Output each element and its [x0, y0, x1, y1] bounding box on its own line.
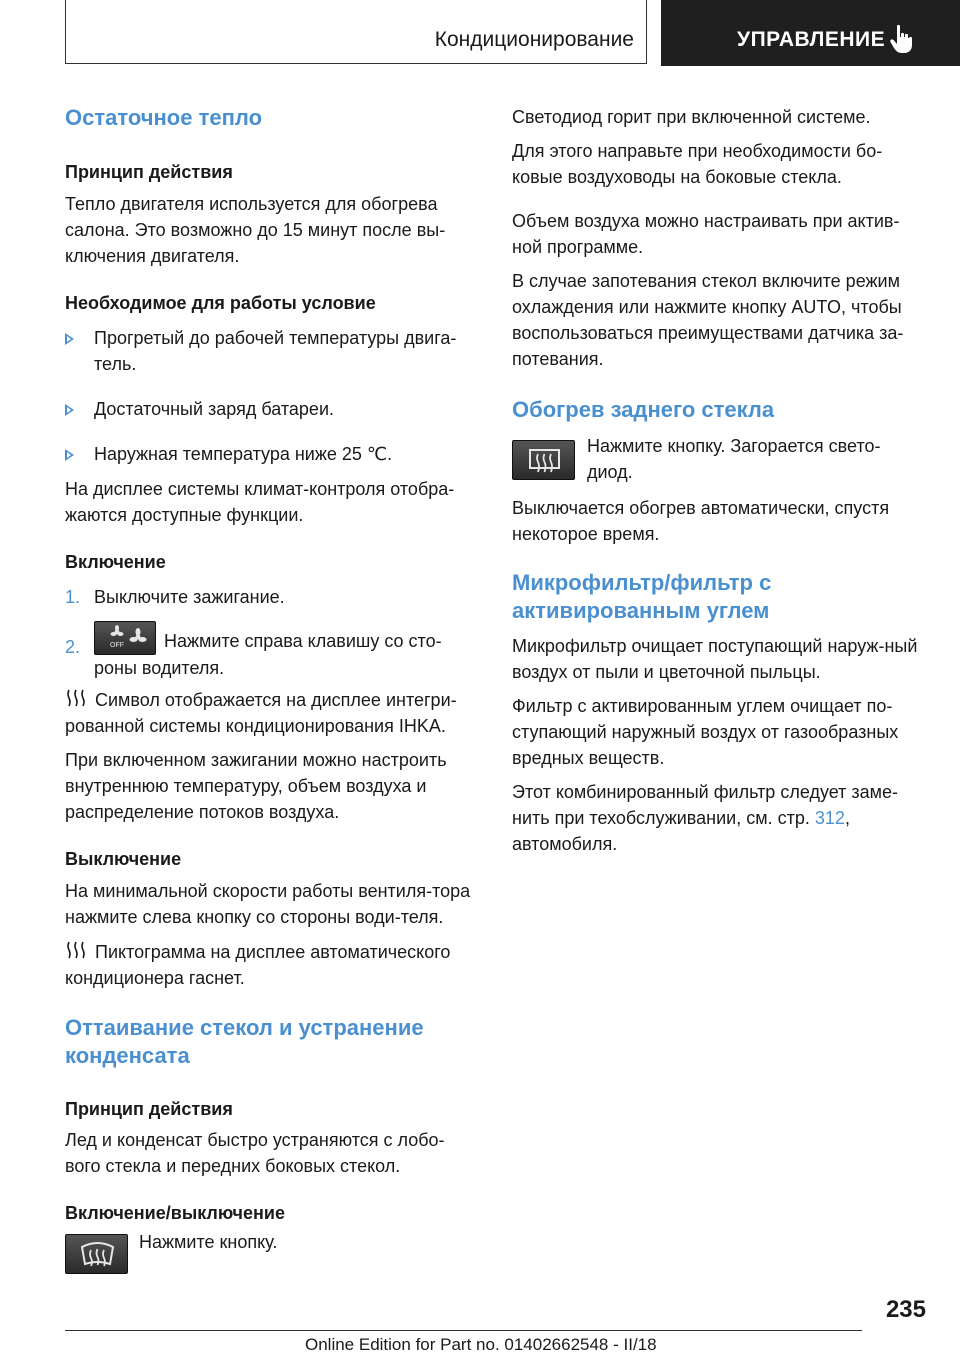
step-number: 1. [65, 587, 81, 607]
list-item [65, 396, 477, 422]
heading-defrost: Оттаивание стекол и устранение конденсата [65, 1015, 424, 1069]
heading-conditions: Необходимое для работы условие [65, 293, 376, 313]
bullet-marker [65, 333, 74, 345]
step-item [65, 584, 477, 610]
led-text: Светодиод горит при включенной системе. [512, 107, 871, 127]
press-button-text: Нажмите кнопку. [139, 1232, 278, 1253]
edition-text: Online Edition for Part no. 01402662548 - II/18 [305, 1335, 657, 1354]
residual-text: Тепло двигателя используется для обогрева салона. Это возможно до 15 минут после вы-ключения двигателя. [65, 194, 446, 266]
symbol-text-content: Символ отображается на дисплее интегри-рованной системы кондиционирования IHKA. [65, 690, 457, 737]
section-title: Кондиционирование [434, 28, 634, 51]
page-number: 235 [885, 1296, 926, 1323]
footer-divider [65, 1330, 862, 1331]
heading-residual-heat: Остаточное тепло [65, 105, 263, 130]
left-column [65, 100, 477, 1271]
heading-principle: Принцип действия [65, 162, 233, 182]
list-item [65, 441, 477, 467]
svg-text:OFF: OFF [110, 642, 124, 650]
replace-text-comma: , [844, 808, 850, 828]
heading-microfilter: Микрофильтр/фильтр с активированным углем [512, 570, 772, 623]
section-tab [65, 0, 647, 64]
heading-principle: Принцип действия [65, 1099, 233, 1120]
step-item [65, 628, 477, 681]
replace-text-start: Этот комбинированный фильтр следует заме-нить при техобслуживании, см. стр. [512, 782, 899, 828]
replace-text-end: автомобиля. [512, 834, 618, 854]
heading-on: Включение [65, 552, 166, 572]
heat-waves-icon [65, 689, 89, 707]
page-link[interactable]: 312 [814, 808, 845, 828]
heading-off: Выключение [65, 849, 182, 870]
rear-defrost-button-icon [512, 440, 575, 480]
defrost-text: Лед и конденсат быстро устраняются с лобо-вого стекла и передних боковых стекол. [65, 1130, 445, 1177]
bullet-marker [65, 449, 74, 461]
right-column [512, 100, 926, 857]
rear-press-text: Нажмите кнопку. Загорается свето-диод. [587, 436, 881, 482]
page-header [0, 0, 960, 66]
ignition-text: При включенном зажигании можно настроить внутреннюю температуру, объем воздуха и распределение потоков воздуха. [65, 750, 447, 823]
pointing-hand-icon [890, 24, 914, 54]
direct-text: Для этого направьте при необходимости бо-ковые воздуховоды на боковые стекла. [512, 141, 883, 187]
bullet-marker [65, 404, 74, 416]
chapter-tab [661, 0, 960, 66]
fan-off-button-icon [94, 621, 156, 655]
front-defrost-row [65, 1229, 477, 1271]
off-text: На минимальной скорости работы вентиля-тора нажмите слева кнопку со стороны води-теля. [65, 881, 471, 928]
volume-text: Объем воздуха можно настраивать при актив-ной программе. [512, 211, 900, 257]
list-item [65, 325, 477, 377]
pictogram-text [65, 939, 477, 991]
replace-text [512, 779, 926, 857]
heading-rear-window: Обогрев заднего стекла [512, 397, 775, 422]
step-number: 2. [65, 637, 81, 657]
heat-waves-icon [65, 941, 89, 959]
rear-defrost-row [512, 433, 926, 489]
heading-onoff: Включение/выключение [65, 1203, 285, 1224]
carbon-text: Фильтр с активированным углем очищает по-ступающий наружный воздух от газообразных вредных веществ. [512, 696, 899, 768]
front-defrost-button-icon [65, 1234, 128, 1274]
list-item-text: Наружная температура ниже 25 ℃. [94, 444, 393, 464]
step-text: Выключите зажигание. [94, 587, 285, 607]
step-text: Нажмите справа клавишу со сто-роны водителя. [94, 631, 442, 679]
symbol-text [65, 687, 477, 739]
chapter-title: УПРАВЛЕНИЕ [737, 28, 886, 51]
list-item-text: Достаточный заряд батареи. [94, 399, 334, 419]
list-item-text: Прогретый до рабочей температуры двига-тель. [94, 328, 457, 374]
pictogram-text-content: Пиктограмма на дисплее автоматического кондиционера гаснет. [65, 942, 451, 989]
fogging-text: В случае запотевания стекол включите режим охлаждения или нажмите кнопку AUTO, чтобы воспользоваться преимуществами датчика за-потевания. [512, 271, 904, 369]
rear-off-text: Выключается обогрев автоматически, спустя некоторое время. [512, 498, 890, 544]
display-text: На дисплее системы климат-контроля отобра-жаются доступные функции. [65, 479, 455, 525]
microfilter-text: Микрофильтр очищает поступающий наруж-ный воздух от пыли и цветочной пыльцы. [512, 636, 918, 682]
